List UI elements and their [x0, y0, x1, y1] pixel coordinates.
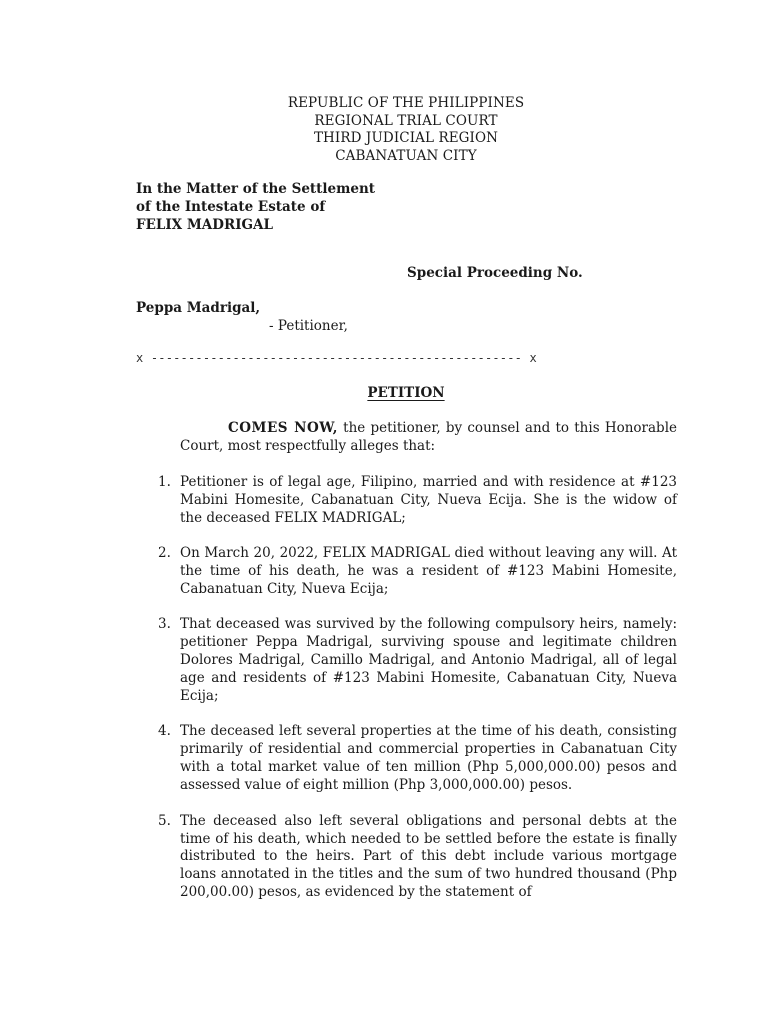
caption-line-2: of the Intestate Estate of [136, 199, 326, 215]
special-proceeding-number: Special Proceeding No. [407, 265, 583, 281]
header-region: THIRD JUDICIAL REGION [313, 130, 499, 146]
allegation-number: 5. [158, 812, 171, 829]
header-city: CABANATUAN CITY [335, 147, 477, 164]
court-header [0, 95, 768, 165]
case-caption [136, 180, 375, 234]
caption-line-3: FELIX MADRIGAL [136, 217, 274, 233]
allegation-text: Petitioner is of legal age, Filipino, married and with residence at #123 Mabini Homesite, Cabanatuan City, Nueva Ecija. She is the widow of the deceased FELIX MADRIGAL; [180, 474, 677, 526]
allegation-item [136, 474, 677, 528]
allegation-number: 3. [158, 616, 171, 633]
allegation-text: The deceased also left several obligations and personal debts at the time of his death, which needed to be settled before the estate is finally distributed to the heirs. Part of this debt include various mortgage loans annotated in the titles and the sum of two hundred thousand (Php 200,00.00) pesos, as evidenced by the statement of [180, 812, 677, 901]
document-title: PETITION [367, 385, 445, 401]
petitioner-role: - Petitioner, [269, 318, 348, 334]
allegation-text: On March 20, 2022, FELIX MADRIGAL died without leaving any will. At the time of his death, he was a resident of #123 Mabini Homesite, Cabanatuan City, Nueva Ecija; [180, 545, 677, 598]
allegation-text: The deceased left several properties at the time of his death, consisting primarily of residential and commercial properties in Cabanatuan City with a total market value of ten million (Php 5,000,000.00) pesos and assessed value of eight million (Php 3,000,000.00) pesos. [180, 723, 677, 794]
allegation-number: 1. [158, 474, 171, 490]
petitioner-name: Peppa Madrigal, [136, 300, 261, 316]
intro-text: the petitioner, by counsel and to this Honorable Court, most respectfully alleges that: [180, 420, 678, 454]
allegation-item [136, 616, 677, 706]
intro-paragraph [180, 420, 677, 455]
allegation-number: 4. [158, 723, 171, 740]
allegation-item [136, 723, 677, 795]
allegation-text: That deceased was survived by the following compulsory heirs, namely: petitioner Peppa Madrigal, surviving spouse and legitimate children Dolores Madrigal, Camillo Madrigal, and Antonio Madrigal, all of legal age and residents of #123 Mabini Homesite, Cabanatuan City, Nueva Ecija; [180, 616, 677, 705]
allegation-item [136, 545, 677, 599]
allegations-list [136, 474, 677, 920]
intro-lead: COMES NOW, [228, 420, 338, 436]
caption-line-1: In the Matter of the Settlement [136, 181, 376, 197]
allegation-number: 2. [158, 545, 171, 562]
allegation-item [136, 813, 677, 903]
caption-separator: x -------------------------------------------------- x [136, 351, 537, 365]
header-court: REGIONAL TRIAL COURT [314, 112, 498, 129]
header-republic: REPUBLIC OF THE PHILIPPINES [287, 95, 525, 111]
